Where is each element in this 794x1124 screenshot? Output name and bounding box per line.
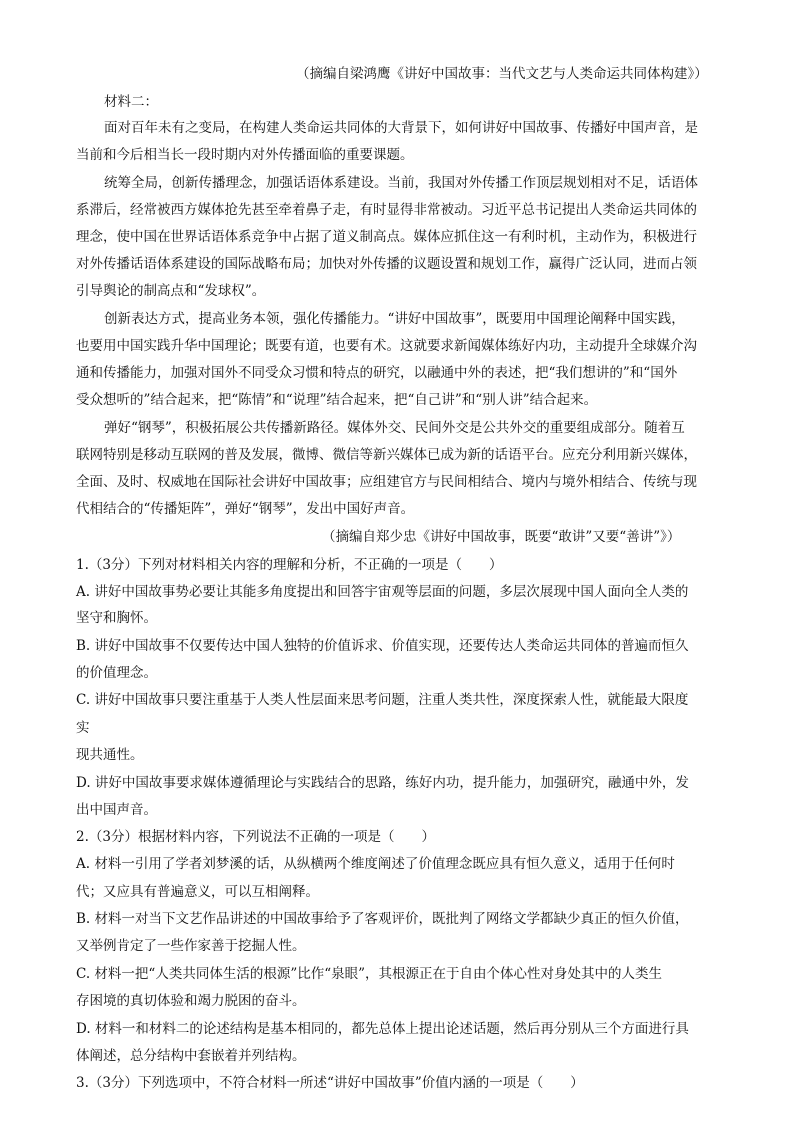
material-2-paragraph-2-line: 系滞后，经常被西方媒体抢先甚至牵着鼻子走，有时显得非常被动。习近平总书记提出人类命运共同体的 [76,202,697,218]
question-1-option-c-cont: 实 [76,720,90,736]
material-2-paragraph-1-line: 当前和今后相当长一段时期内对外传播面临的重要课题。 [76,147,414,163]
material-2-paragraph-2-line: 统筹全局，创新传播理念，加强话语体系建设。当前，我国对外传播工作顶层规划相对不足，话语体 [104,175,698,191]
question-2-option-b: B. 材料一对当下文艺作品讲述的中国故事给予了客观评价，既批判了网络文学都缺少真正的恒久价值， [76,911,689,927]
question-2-option-c: C. 材料一把“人类共同体生活的根源”比作“泉眼”，其根源正在于自由个体心性对身处其中的人类生 [76,966,663,982]
question-2-stem: 2.（3分）根据材料内容，下列说法不正确的一项是（ ） [76,829,435,845]
material-2-paragraph-4-line: 代相结合的“传播矩阵”，弹好“钢琴”，发出中国好声音。 [76,501,415,517]
question-2-option-b-cont: 又举例肯定了一些作家善于挖掘人性。 [76,938,306,954]
material-2-paragraph-4-line: 联网特别是移动互联网的普及发展，微博、微信等新兴媒体已成为新的话语平台。应充分利用新兴媒体， [76,447,697,463]
source-citation-1: （摘编自梁鸿鹰《讲好中国故事：当代文艺与人类命运共同体构建》） [296,66,708,82]
material-2-paragraph-2-line: 引导舆论的制高点和“发球权”。 [76,283,266,299]
question-1-option-c-cont: 现共通性。 [76,747,144,763]
question-1-option-b-cont: 的价值理念。 [76,665,157,681]
question-3-stem: 3.（3分）下列选项中，不符合材料一所述“讲好中国故事”价值内涵的一项是（ ） [76,1075,584,1091]
material-2-heading: 材料二： [104,94,158,110]
source-citation-2: （摘编自郑少忠《讲好中国故事，既要“敢讲”又要“善讲”》） [322,529,681,545]
question-1-option-b: B. 讲好中国故事不仅要传达中国人独特的价值诉求、价值实现，还要传达人类命运共同体的普遍而恒久 [76,638,689,654]
material-2-paragraph-3-line: 受众想听的”结合起来，把“陈情”和“说理”结合起来，把“自己讲”和“别人讲”结合起来。 [76,392,598,408]
material-2-paragraph-3-line: 通和传播能力，加强对国外不同受众习惯和特点的研究，以融通中外的表述，把“我们想讲的”和“国外 [76,365,678,381]
material-2-paragraph-4-line: 全面、及时、权威地在国际社会讲好中国故事；应组建官方与民间相结合、境内与境外相结合、传统与现 [76,474,697,490]
question-2-option-a-cont: 代；又应具有普遍意义，可以互相阐释。 [76,884,319,900]
material-2-paragraph-2-line: 理念，使中国在世界话语体系竞争中占据了道义制高点。媒体应抓住这一有利时机，主动作为，积极进行 [76,229,697,245]
material-2-paragraph-4-line: 弹好“钢琴”，积极拓展公共传播新路径。媒体外交、民间外交是公共外交的重要组成部分。随着互 [104,420,685,436]
question-1-option-d: D. 讲好中国故事要求媒体遵循理论与实践结合的思路，练好内功，提升能力，加强研究，融通中外，发 [76,775,689,791]
question-1-stem: 1.（3分）下列对材料相关内容的理解和分析，不正确的一项是（ ） [76,557,503,573]
question-1-option-a: A. 讲好中国故事势必要让其能多角度提出和回答宇宙观等层面的问题，多层次展现中国人面向全人类的 [76,584,689,600]
material-2-paragraph-3-line: 也要用中国实践升华中国理论；既要有道，也要有术。这就要求新闻媒体练好内功，主动提升全球媒介沟 [76,338,697,354]
material-2-paragraph-3-line: 创新表达方式，提高业务本领，强化传播能力。“讲好中国故事”，既要用中国理论阐释中国实践， [104,311,685,327]
material-2-paragraph-2-line: 对外传播话语体系建设的国际战略布局；加快对外传播的议题设置和规划工作，赢得广泛认同，进而占领 [76,256,697,272]
material-2-paragraph-1-line: 面对百年未有之变局，在构建人类命运共同体的大背景下，如何讲好中国故事、传播好中国声音，是 [104,120,698,136]
question-1-option-a-cont: 坚守和胸怀。 [76,610,157,626]
question-2-option-d: D. 材料一和材料二的论述结构是基本相同的，都先总体上提出论述话题，然后再分别从三个方面进行具 [76,1021,689,1037]
question-2-option-a: A. 材料一引用了学者刘梦溪的话，从纵横两个维度阐述了价值理念既应具有恒久意义，适用于任何时 [76,856,675,872]
question-2-option-c-cont: 存困境的真切体验和竭力脱困的奋斗。 [76,993,306,1009]
question-1-option-c: C. 讲好中国故事只要注重基于人类人性层面来思考问题，注重人类共性，深度探索人性，就能最大限度 [76,692,689,708]
question-2-option-d-cont: 体阐述，总分结构中套嵌着并列结构。 [76,1048,306,1064]
question-1-option-d-cont: 出中国声音。 [76,802,157,818]
